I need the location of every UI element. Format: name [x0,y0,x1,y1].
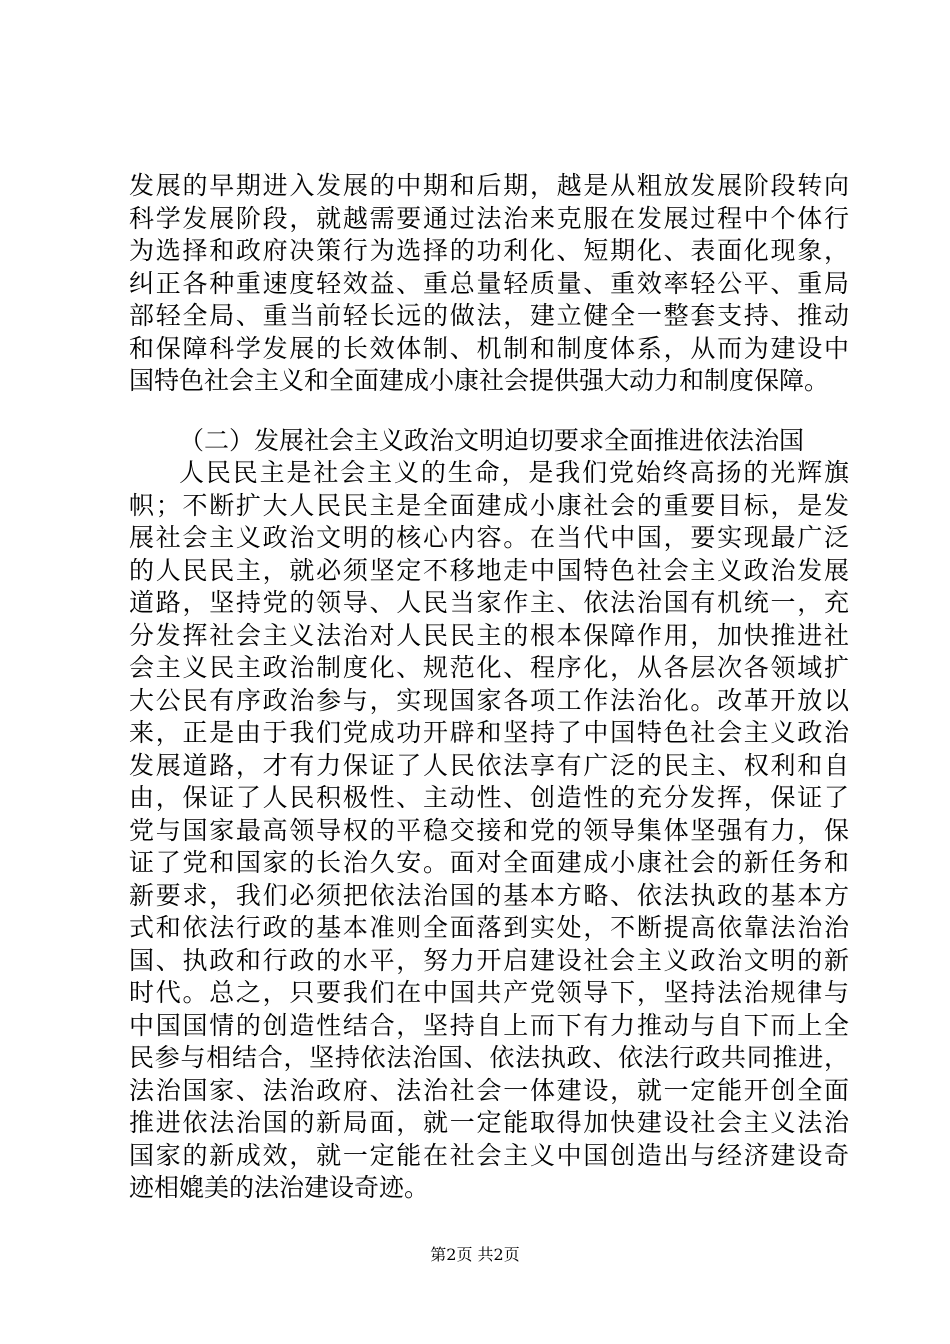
text-line: 由，保证了人民积极性、主动性、创造性的充分发挥，保证了 [129,783,849,812]
text-line: 发展的早期进入发展的中期和后期，越是从粗放发展阶段转向 [129,171,849,200]
page-footer [0,1245,950,1265]
text-line: 新要求，我们必须把依法治国的基本方略、依法执政的基本方 [129,880,849,910]
text-line: 的人民民主，就必须坚定不移地走中国特色社会主义政治发展 [129,555,849,585]
text-line: 迹相媲美的法治建设奇迹。 [129,1173,430,1202]
text-line: 为选择和政府决策行为选择的功利化、短期化、表面化现象， [129,236,849,265]
text-line: 会主义民主政治制度化、规范化、程序化，从各层次各领域扩 [129,653,849,682]
text-line: 来，正是由于我们党成功开辟和坚持了中国特色社会主义政治 [129,718,849,747]
text-line: 证了党和国家的长治久安。面对全面建成小康社会的新任务和 [129,848,849,877]
text-line: 法治国家、法治政府、法治社会一体建设，就一定能开创全面 [129,1075,849,1105]
body-paragraph-1 [129,170,849,398]
page-number: 第2页 共2页 [430,1245,520,1264]
body-paragraph-2 [129,457,849,1205]
text-line: 发展道路，才有力保证了人民依法享有广泛的民主、权利和自 [129,750,849,780]
section-heading-text: （二）发展社会主义政治文明迫切要求全面推进依法治国 [179,426,805,455]
section-heading [129,425,849,458]
text-line: 道路，坚持党的领导、人民当家作主、依法治国有机统一，充 [129,588,849,617]
text-line: 和保障科学发展的长效体制、机制和制度体系，从而为建设中 [129,333,849,363]
text-line: 国家的新成效，就一定能在社会主义中国创造出与经济建设奇 [129,1140,849,1170]
text-line: 中国国情的创造性结合，坚持自上而下有力推动与自下而上全 [129,1010,849,1040]
text-line: 推进依法治国的新局面，就一定能取得加快建设社会主义法治 [129,1108,849,1137]
text-line: 人民民主是社会主义的生命，是我们党始终高扬的光辉旗 [179,458,849,487]
text-line: 科学发展阶段，就越需要通过法治来克服在发展过程中个体行 [129,203,849,233]
text-line: 展社会主义政治文明的核心内容。在当代中国，要实现最广泛 [129,523,849,552]
text-line: 国特色社会主义和全面建成小康社会提供强大动力和制度保障。 [129,366,830,395]
text-line: 党与国家最高领导权的平稳交接和党的领导集体坚强有力，保 [129,815,849,845]
text-line: 纠正各种重速度轻效益、重总量轻质量、重效率轻公平、重局 [129,268,849,298]
text-line: 国、执政和行政的水平，努力开启建设社会主义政治文明的新 [129,945,849,975]
text-line: 部轻全局、重当前轻长远的做法，建立健全一整套支持、推动 [129,301,849,330]
text-line: 式和依法行政的基本准则全面落到实处，不断提高依靠法治治 [129,913,849,942]
text-line: 民参与相结合，坚持依法治国、依法执政、依法行政共同推进， [129,1043,849,1072]
text-line: 时代。总之，只要我们在中国共产党领导下，坚持法治规律与 [129,978,849,1007]
text-line: 分发挥社会主义法治对人民民主的根本保障作用，加快推进社 [129,620,849,650]
text-line: 帜；不断扩大人民民主是全面建成小康社会的重要目标，是发 [129,490,849,520]
text-line: 大公民有序政治参与，实现国家各项工作法治化。改革开放以 [129,685,849,715]
